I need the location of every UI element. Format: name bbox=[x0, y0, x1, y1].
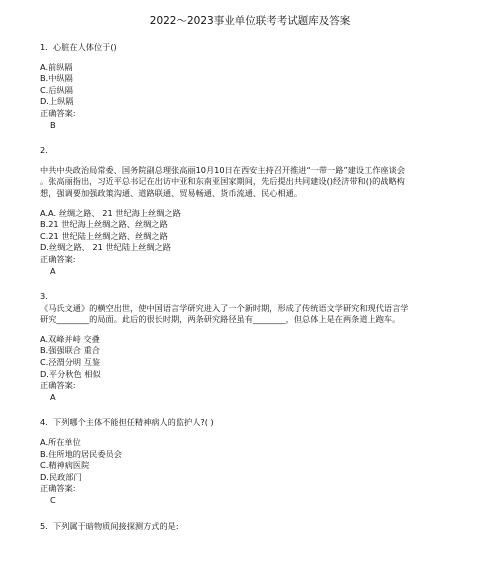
question-stem bbox=[40, 417, 470, 429]
option-b: B.中纵隔 bbox=[40, 73, 73, 84]
option-d: D.平分秋色 相似 bbox=[40, 368, 101, 379]
question-stem-line: 下列属于暗物质间接探测方式的是: bbox=[53, 520, 179, 531]
question-stem bbox=[40, 521, 470, 533]
question-list bbox=[40, 42, 470, 546]
option-c: C.21 世纪陆上丝绸之路、丝绸之路 bbox=[40, 230, 168, 241]
question-number: 3. bbox=[40, 291, 48, 302]
option-list bbox=[40, 208, 470, 254]
option-c: C.精神病医院 bbox=[40, 460, 90, 471]
question-stem bbox=[40, 42, 470, 54]
question-2 bbox=[40, 145, 470, 277]
option-b: B.强强联合 重合 bbox=[40, 345, 100, 356]
option-list bbox=[40, 334, 470, 380]
question-number: 5. bbox=[40, 520, 48, 531]
question-4 bbox=[40, 417, 470, 506]
option-a: A.前纵隔 bbox=[40, 61, 73, 72]
question-5 bbox=[40, 521, 470, 533]
question-stem-line: 心脏在人体位于() bbox=[53, 42, 117, 52]
question-stem-line: 研究________的局面。此后的很长时期，两条研究路径虽有________，但总体上是在两条道上跑车。 bbox=[40, 314, 401, 325]
answer-label: 正确答案: bbox=[40, 380, 76, 391]
question-stem-line: 下列哪个主体不能担任精神病人的监护人?( ) bbox=[53, 417, 214, 428]
question-1 bbox=[40, 42, 470, 131]
question-stem-line: 《马氏文通》的横空出世，使中国语言学研究进入了一个新时期，形成了传统语文学研究和现代语言学 bbox=[40, 302, 409, 313]
option-list bbox=[40, 62, 470, 108]
question-stem-line: 中共中央政治局常委、国务院副总理张高丽10月10日在西安主持召开推进“一带一路”建设工作座谈会 bbox=[40, 164, 406, 175]
option-list bbox=[40, 437, 470, 483]
option-c: C.后纵隔 bbox=[40, 84, 73, 95]
question-3 bbox=[40, 291, 470, 403]
option-a: A.所在单位 bbox=[40, 437, 81, 448]
option-d: D.上纵隔 bbox=[40, 96, 74, 107]
option-a: A.A. 丝绸之路、 21 世纪海上丝绸之路 bbox=[40, 207, 181, 218]
question-stem-line: 。张高丽指出，习近平总书记在出访中亚和东南亚国家期间，先后提出共同建设()经济带和()的战略构 bbox=[40, 176, 405, 187]
option-b: B.21 世纪海上丝绸之路、丝绸之路 bbox=[40, 219, 168, 230]
answer-value: C bbox=[50, 495, 56, 505]
question-number: 1. bbox=[40, 42, 48, 52]
answer-label: 正确答案: bbox=[40, 483, 76, 494]
option-d: D.民政部门 bbox=[40, 471, 82, 482]
answer-label: 正确答案: bbox=[40, 107, 76, 118]
option-d: D.丝绸之路、 21 世纪陆上丝绸之路 bbox=[40, 242, 171, 253]
question-stem-line: 想，强调要加强政策沟通、道路联通、贸易畅通、货币流通、民心相通。 bbox=[40, 187, 303, 198]
option-c: C.泾渭分明 互鉴 bbox=[40, 357, 101, 368]
answer-value: B bbox=[50, 119, 56, 130]
option-a: A.双峰并峙 交叠 bbox=[40, 333, 100, 344]
answer-label: 正确答案: bbox=[40, 253, 76, 264]
option-b: B.住所地的居民委员会 bbox=[40, 448, 122, 459]
answer-value: A bbox=[50, 391, 56, 402]
question-number: 4. bbox=[40, 417, 48, 428]
document-title: 2022～2023事业单位联考考试题库及答案 bbox=[149, 15, 351, 27]
question-number: 2. bbox=[40, 145, 48, 156]
answer-value: A bbox=[50, 265, 56, 276]
